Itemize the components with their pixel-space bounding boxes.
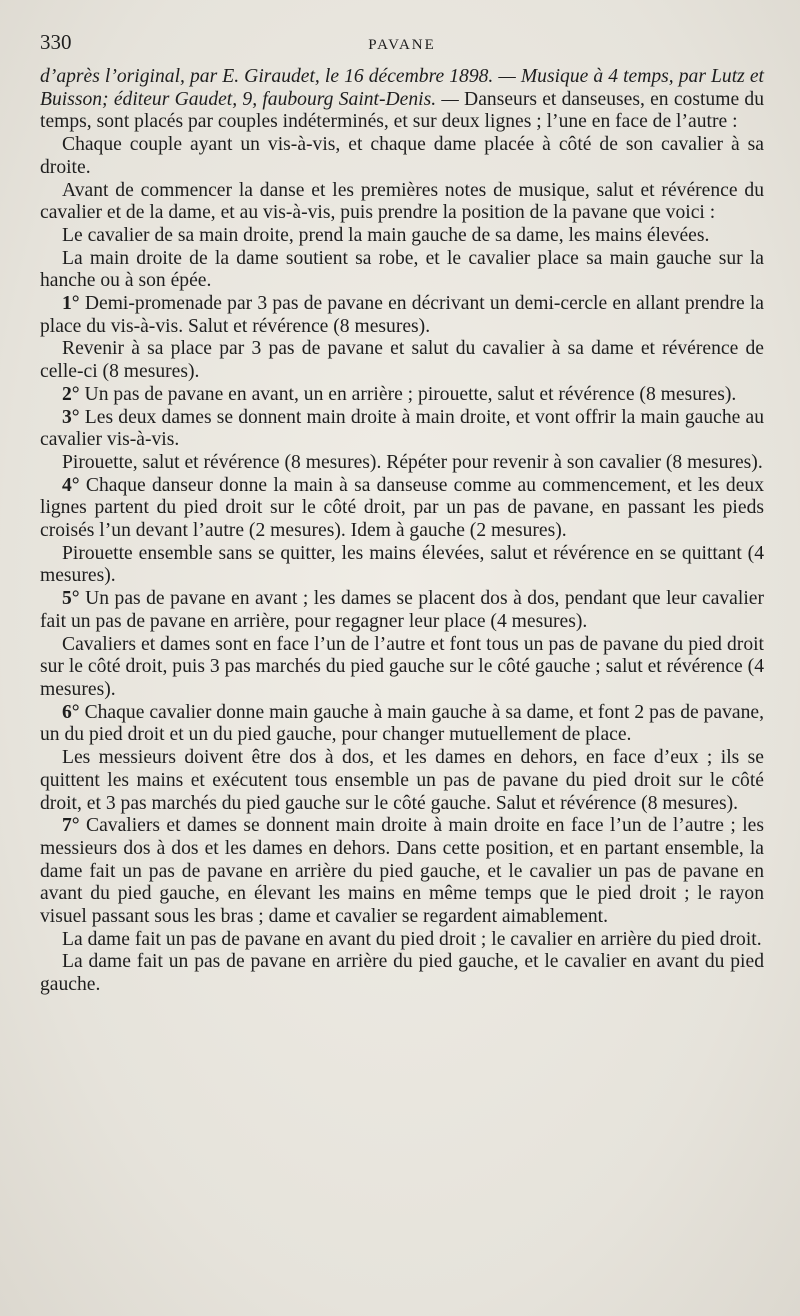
- paragraph: [40, 702, 764, 747]
- paragraph-text: La dame fait un pas de pavane en arrière du pied gauche, et le cavalier en avant du pied gauche.: [40, 951, 764, 996]
- paragraph-text: La main droite de la dame soutient sa robe, et le cavalier place sa main gauche sur la hanche ou à son épée.: [40, 247, 764, 292]
- paragraph: [40, 588, 764, 633]
- section-number: 7°: [62, 815, 80, 837]
- section-number: 2°: [62, 383, 80, 405]
- paragraph-text: Pirouette ensemble sans se quitter, les mains élevées, salut et révérence en se quittant (4 mesures).: [40, 542, 764, 587]
- page-header: [40, 30, 764, 60]
- paragraph: [40, 293, 764, 338]
- paragraph: [40, 475, 764, 543]
- paragraph-text: Avant de commencer la danse et les premières notes de musique, salut et révérence du cavalier et de la dame, et au vis-à-vis, puis prendre la position de la pavane que voici :: [40, 179, 764, 224]
- paragraph: [40, 338, 764, 383]
- page-number: 330: [40, 30, 72, 54]
- section-number: 3°: [62, 406, 80, 428]
- paragraph-text: Chaque couple ayant un vis-à-vis, et chaque dame placée à côté de son cavalier à sa droite.: [40, 134, 764, 178]
- paragraph-text: La dame fait un pas de pavane en avant du pied droit ; le cavalier en arrière du pied droit.: [62, 928, 762, 950]
- paragraph: [40, 634, 764, 702]
- paragraph-text: Le cavalier de sa main droite, prend la main gauche de sa dame, les mains élevées.: [62, 224, 710, 246]
- section-number: 5°: [62, 588, 80, 610]
- continuation-paragraph: [40, 66, 764, 134]
- paragraph-text: Chaque cavalier donne main gauche à main gauche à sa dame, et font 2 pas de pavane, un du pied droit et un du pied gauche, pour changer mutuellement de place.: [40, 701, 764, 746]
- paragraph: [40, 384, 764, 407]
- paragraph: [40, 407, 764, 452]
- continuation-roman: Danseurs et danseuses, en costume du temps, sont placés par couples indéterminés, et sur deux lignes ; l’une en face de l’autre :: [40, 88, 764, 133]
- running-head: PAVANE: [368, 37, 436, 53]
- paragraph: [40, 543, 764, 588]
- paragraph-text: Cavaliers et dames se donnent main droite à main droite en face l’un de l’autre ; les messieurs dos à dos et les dames en dehors. Dans cette position, et en partant ensemble, la dame fait un pas de pavane en arrière du pied gauche, et le cavalier un pas de pavane en avant du pied gauche, en élevant les mains en même temps que le pied droit ; le rayon visuel passant sous les bras ; dame et cavalier se regardent aimablement.: [40, 815, 764, 928]
- paragraph: [40, 815, 764, 929]
- paragraph-text: Demi-promenade par 3 pas de pavane en décrivant un demi-cercle en allant prendre la place du vis-à-vis. Salut et révérence (8 mesures).: [40, 293, 764, 337]
- paragraph-text: Pirouette, salut et révérence (8 mesures). Répéter pour revenir à son cavalier (8 mesures).: [62, 451, 763, 473]
- section-number: 6°: [62, 701, 80, 723]
- paragraph-text: Les messieurs doivent être dos à dos, et les dames en dehors, en face d’eux ; ils se quittent les mains et exécutent tous ensemble un pas de pavane du pied droit sur le côté droit, et 3 pas marchés du pied gauche sur le côté gauche. Salut et révérence (8 mesures).: [40, 747, 764, 814]
- paragraph: [40, 225, 764, 248]
- paragraph-text: Un pas de pavane en avant ; les dames se placent dos à dos, pendant que leur cavalier fait un pas de pavane en arrière, pour regagner leur place (4 mesures).: [40, 588, 764, 632]
- paragraph-text: Chaque danseur donne la main à sa danseuse comme au commencement, et les deux lignes partent du pied droit sur le côté droit, par un pas de pavane, en passant les pieds croisés l’un devant l’autre (2 mesures). Idem à gauche (2 mesures).: [40, 474, 764, 542]
- paragraph-text: Revenir à sa place par 3 pas de pavane et salut du cavalier à sa dame et révérence de celle-ci (8 mesures).: [40, 338, 764, 383]
- section-number: 4°: [62, 474, 80, 496]
- paragraph-text: Les deux dames se donnent main droite à main droite, et vont offrir la main gauche au cavalier vis-à-vis.: [40, 406, 764, 451]
- paragraph-text: Cavaliers et dames sont en face l’un de l’autre et font tous un pas de pavane du pied droit sur le côté droit, puis 3 pas marchés du pied gauche sur le côté gauche ; salut et révérence (4 mesures).: [40, 633, 764, 700]
- body-text: [40, 66, 764, 997]
- paragraph: [40, 180, 764, 225]
- paragraph: [40, 747, 764, 815]
- paragraph-list: [40, 134, 764, 997]
- section-number: 1°: [62, 293, 80, 315]
- paragraph: [40, 134, 764, 179]
- paragraph: [40, 951, 764, 996]
- paragraph: [40, 452, 764, 475]
- paragraph-text: Un pas de pavane en avant, un en arrière ; pirouette, salut et révérence (8 mesures).: [79, 383, 737, 405]
- continuation-italic: d’après l’original, par E. Giraudet, le 16 décembre 1898. — Musique à 4 temps, par Lutz et Buisson; éditeur Gaudet, 9, faubourg Saint-Denis. —: [40, 66, 764, 110]
- paragraph: [40, 929, 764, 952]
- paragraph: [40, 248, 764, 293]
